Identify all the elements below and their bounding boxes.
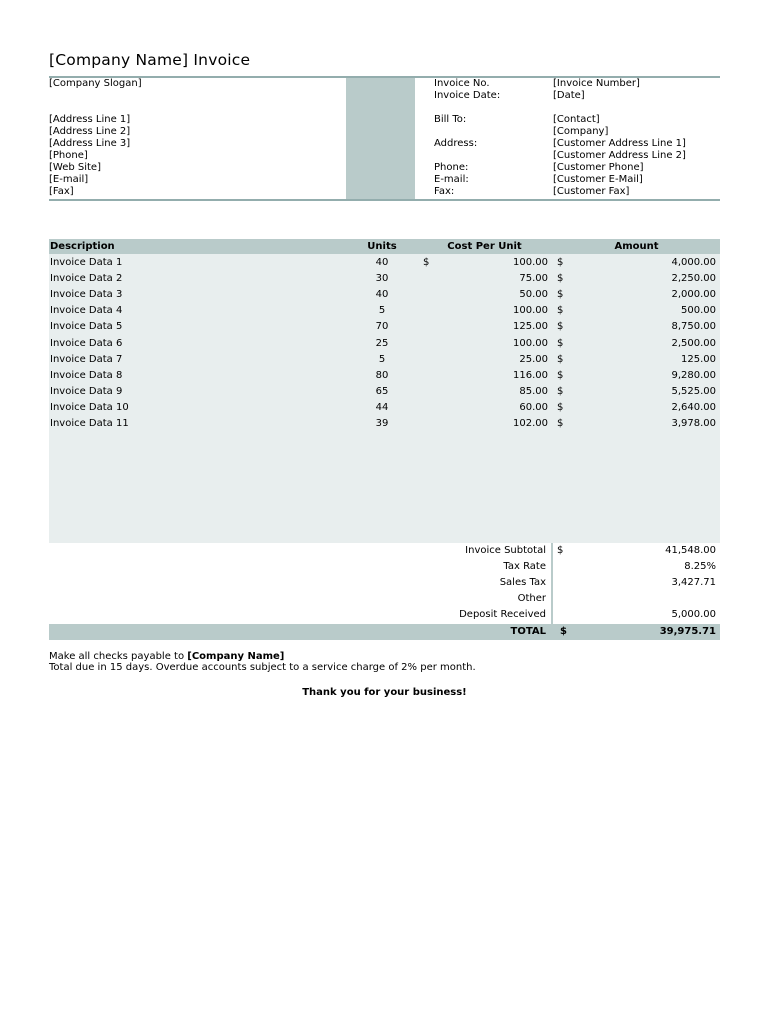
cell-cost-currency: $ [423, 257, 430, 268]
invoice-title: [Company Name] Invoice [49, 51, 251, 69]
header-amount: Amount [614, 241, 659, 252]
payable-company-name: [Company Name] [187, 651, 285, 662]
cell-cost: 100.00 [513, 257, 548, 268]
table-row [49, 400, 720, 416]
invoice-number-label: Invoice No. [434, 78, 490, 89]
sales-tax-label: Sales Tax [499, 577, 546, 588]
total-value: 39,975.71 [659, 626, 716, 637]
cell-units: 44 [375, 401, 389, 413]
customer-phone: [Customer Phone] [553, 162, 644, 173]
company-website: [Web Site] [49, 162, 101, 173]
customer-email: [Customer E-Mail] [553, 174, 643, 185]
other-label: Other [517, 593, 546, 604]
cell-description: Invoice Data 1 [50, 257, 123, 268]
table-row [49, 352, 720, 368]
table-header [49, 239, 720, 254]
cell-cost: 85.00 [519, 385, 548, 397]
table-row [49, 384, 720, 400]
invoice-date-label: Invoice Date: [434, 90, 501, 101]
cell-cost: 100.00 [513, 305, 548, 317]
cell-amount-currency: $ [557, 369, 564, 381]
cell-amount-currency: $ [557, 418, 564, 429]
cell-description: Invoice Data 7 [50, 353, 123, 365]
cell-units: 40 [375, 257, 389, 268]
company-address-line: [Address Line 1] [49, 114, 131, 125]
table-row [49, 416, 720, 432]
header-bottom-rule [49, 199, 720, 201]
cell-description: Invoice Data 9 [50, 385, 123, 397]
cell-amount: 500.00 [681, 305, 716, 317]
payment-terms: Total due in 15 days. Overdue accounts subject to a service charge of 2% per month. [49, 662, 476, 673]
cell-amount: 4,000.00 [671, 257, 716, 268]
company-email: [E-mail] [49, 174, 89, 185]
company-fax: [Fax] [49, 186, 74, 197]
header-shade-column [346, 78, 415, 200]
customer-fax: [Customer Fax] [553, 186, 630, 197]
header-units: Units [367, 241, 397, 252]
address-label: Address: [434, 138, 478, 149]
email-label: E-mail: [434, 174, 469, 185]
cell-cost: 60.00 [519, 401, 548, 413]
customer-address-line1: [Customer Address Line 1] [553, 138, 686, 149]
cell-cost: 125.00 [513, 321, 548, 333]
cell-amount: 2,000.00 [671, 289, 716, 301]
cell-description: Invoice Data 2 [50, 273, 123, 285]
cell-amount-currency: $ [557, 385, 564, 397]
deposit-label: Deposit Received [459, 609, 546, 620]
bill-to-company: [Company] [553, 126, 609, 137]
totals-section [49, 543, 720, 640]
cell-cost: 100.00 [513, 337, 548, 349]
cell-cost: 75.00 [519, 273, 548, 285]
cell-amount-currency: $ [557, 305, 564, 317]
cell-amount-currency: $ [557, 353, 564, 365]
cell-cost: 116.00 [513, 369, 548, 381]
tax-rate-label: Tax Rate [503, 561, 546, 572]
header-cost-per-unit: Cost Per Unit [447, 241, 522, 252]
cell-amount: 5,525.00 [671, 385, 716, 397]
fax-label: Fax: [434, 186, 455, 197]
bill-to-contact: [Contact] [553, 114, 600, 125]
table-row [49, 287, 720, 303]
cell-description: Invoice Data 5 [50, 321, 123, 333]
sales-tax-value: 3,427.71 [671, 577, 716, 588]
company-address-line: [Address Line 3] [49, 138, 131, 149]
bill-to-label: Bill To: [434, 114, 467, 125]
company-phone: [Phone] [49, 150, 88, 161]
other-row [49, 591, 720, 607]
cell-units: 65 [375, 385, 389, 397]
cell-amount: 9,280.00 [671, 369, 716, 381]
cell-units: 40 [375, 289, 389, 301]
total-currency: $ [560, 626, 567, 637]
phone-label: Phone: [434, 162, 469, 173]
table-row [49, 255, 720, 271]
cell-description: Invoice Data 11 [50, 418, 129, 429]
total-row [49, 624, 720, 640]
invoice-date: [Date] [553, 90, 585, 101]
cell-amount-currency: $ [557, 337, 564, 349]
company-address-line: [Address Line 2] [49, 126, 131, 137]
table-row [49, 271, 720, 287]
cell-amount: 125.00 [681, 353, 716, 365]
total-label: TOTAL [510, 626, 546, 637]
table-row [49, 319, 720, 335]
cell-amount-currency: $ [557, 289, 564, 301]
cell-amount: 8,750.00 [671, 321, 716, 333]
cell-amount: 2,640.00 [671, 401, 716, 413]
cell-amount: 2,500.00 [671, 337, 716, 349]
subtotal-row [49, 543, 720, 559]
subtotal-currency: $ [557, 545, 564, 556]
table-row [49, 336, 720, 352]
subtotal-value: 41,548.00 [665, 545, 716, 556]
payable-prefix: Make all checks payable to [49, 651, 188, 662]
cell-description: Invoice Data 8 [50, 369, 123, 381]
subtotal-label: Invoice Subtotal [465, 545, 546, 556]
cell-units: 5 [378, 305, 386, 317]
cell-units: 80 [375, 369, 389, 381]
tax-rate-value: 8.25% [684, 561, 716, 572]
sales-tax-row [49, 575, 720, 591]
header-description: Description [50, 241, 115, 252]
deposit-row [49, 607, 720, 623]
cell-amount-currency: $ [557, 321, 564, 333]
cell-amount-currency: $ [557, 273, 564, 285]
cell-cost: 25.00 [519, 353, 548, 365]
table-row [49, 368, 720, 384]
cell-description: Invoice Data 10 [50, 401, 129, 413]
cell-description: Invoice Data 6 [50, 337, 123, 349]
invoice-number: [Invoice Number] [553, 78, 640, 89]
company-slogan: [Company Slogan] [49, 78, 142, 89]
cell-units: 39 [375, 418, 389, 429]
cell-units: 30 [375, 273, 389, 285]
cell-units: 70 [375, 321, 389, 333]
table-row [49, 303, 720, 319]
deposit-value: 5,000.00 [671, 609, 716, 620]
invoice-header [49, 78, 720, 200]
tax-rate-row [49, 559, 720, 575]
cell-cost: 50.00 [519, 289, 548, 301]
cell-units: 5 [378, 353, 386, 365]
customer-address-line2: [Customer Address Line 2] [553, 150, 686, 161]
cell-description: Invoice Data 4 [50, 305, 123, 317]
cell-amount: 3,978.00 [671, 418, 716, 429]
cell-units: 25 [375, 337, 389, 349]
cell-amount-currency: $ [557, 401, 564, 413]
cell-cost: 102.00 [513, 418, 548, 429]
thank-you-message: Thank you for your business! [302, 687, 467, 698]
cell-amount-currency: $ [557, 257, 564, 268]
cell-description: Invoice Data 3 [50, 289, 123, 301]
cell-amount: 2,250.00 [671, 273, 716, 285]
